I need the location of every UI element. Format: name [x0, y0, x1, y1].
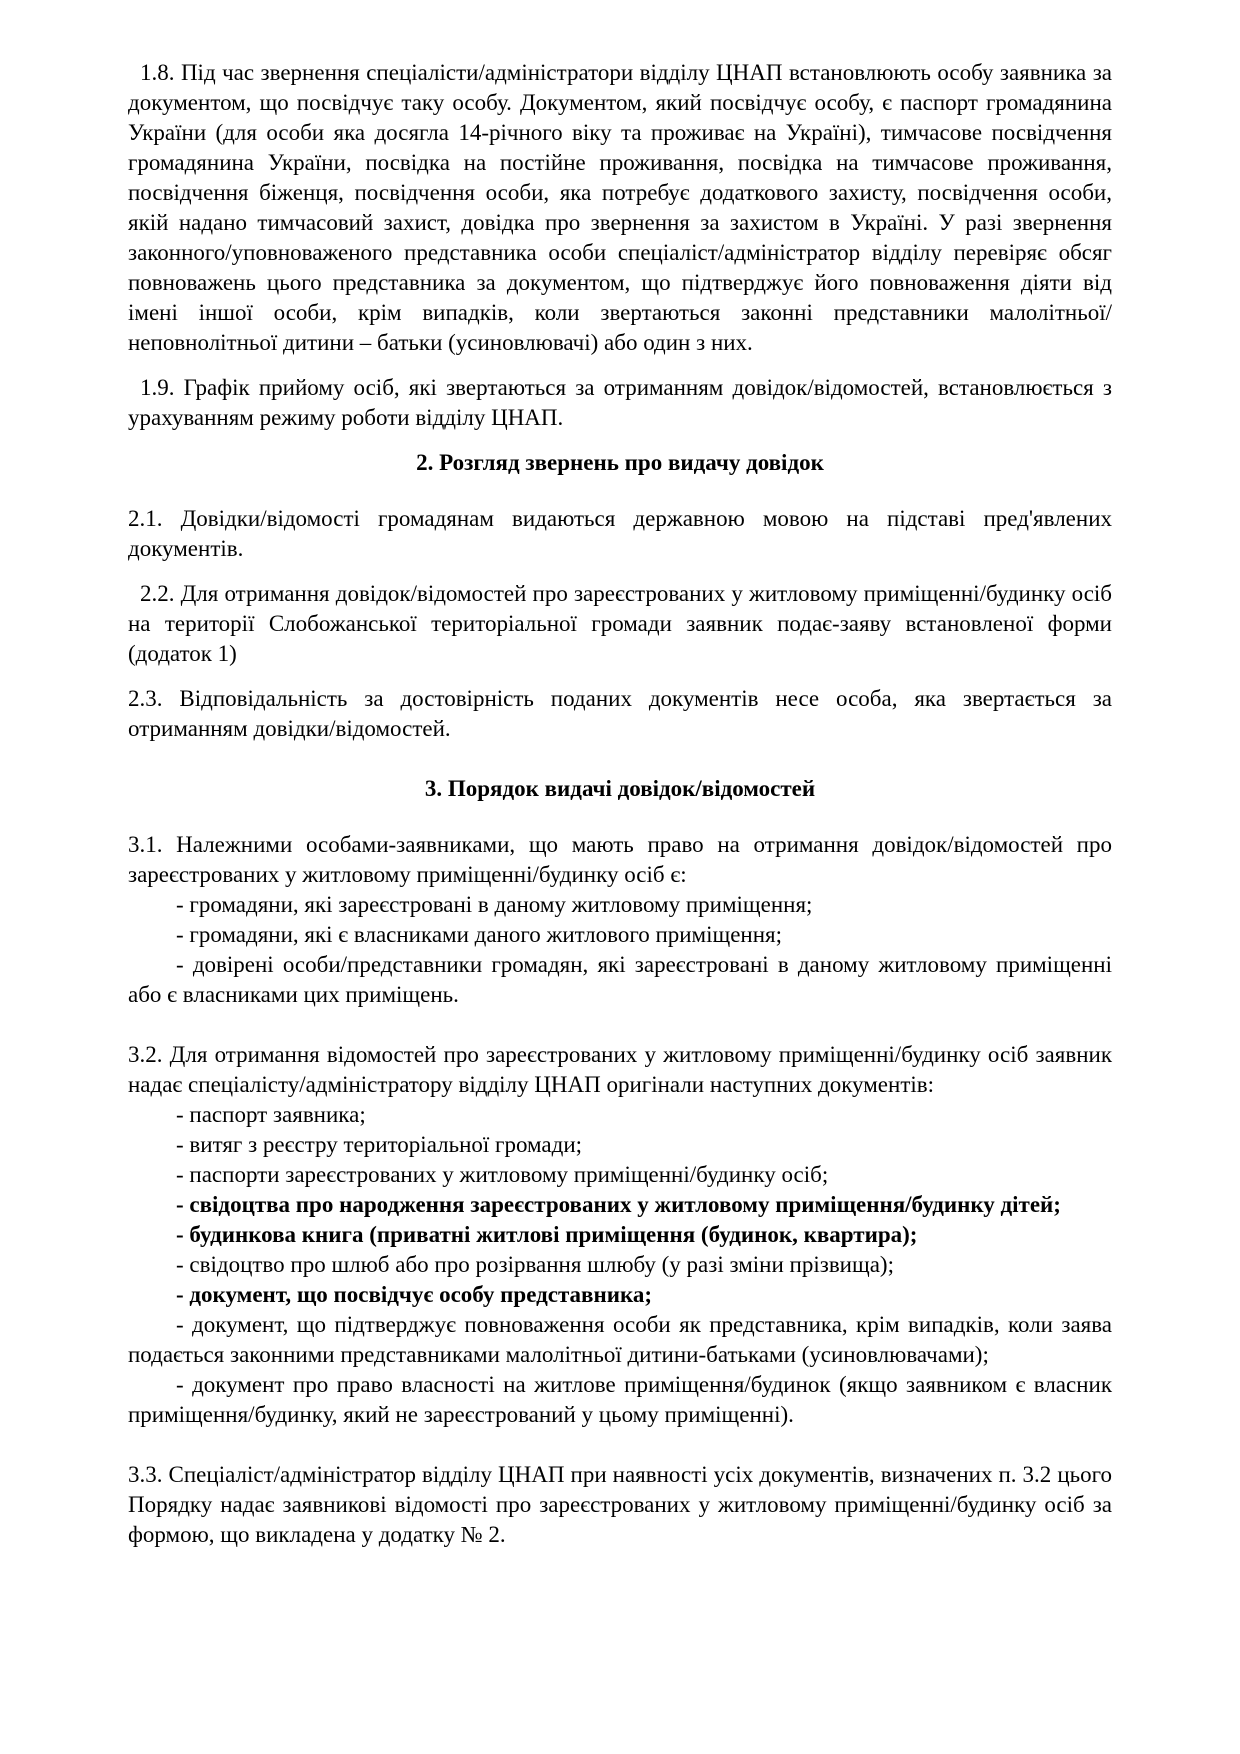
list-item: - громадяни, які є власниками даного житлового приміщення; — [176, 922, 783, 947]
paragraph-2-2: 2.2. Для отримання довідок/відомостей про зареєстрованих у житловому приміщенні/будинку осіб на території Слобожанської територіальної громади заявник подає-заяву встановленої форми (додаток 1) — [128, 581, 1112, 666]
list-item: - громадяни, які зареєстровані в даному житловому приміщення; — [176, 892, 813, 917]
paragraph-1-8: 1.8. Під час звернення спеціалісти/адміністратори відділу ЦНАП встановлюють особу заявника за документом, що посвідчує таку особу. Документом, який посвідчує особу, є паспорт громадянина України (для особи яка досягла 14-річного віку та проживає на Україні), тимчасове посвідчення громадянина України, посвідка на постійне проживання, посвідка на тимчасове проживання, посвідчення біженця, посвідчення особи, яка потребує додаткового захисту, посвідчення особи, якій надано тимчасовий захист, довідка про звернення за захистом в Україні. У разі звернення законного/уповноваженого представника особи спеціаліст/адміністратор відділу перевіряє обсяг повноважень цього представника за документом, що підтверджує його повноваження діяти від імені іншої особи, крім випадків, коли звертаються законні представники малолітньої/неповнолітньої дитини – батьки (усиновлювачі) або один з них. — [128, 60, 1112, 355]
list-item: - паспорт заявника; — [176, 1102, 366, 1127]
eligible-persons-list — [128, 890, 1112, 1010]
paragraph-2-1: 2.1. Довідки/відомості громадянам видаються державною мовою на підставі пред'явлених документів. — [128, 506, 1112, 561]
paragraph-2-3: 2.3. Відповідальність за достовірність поданих документів несе особа, яка звертається за отриманням довідки/відомостей. — [128, 686, 1112, 741]
list-item: - паспорти зареєстрованих у житловому приміщенні/будинку осіб; — [176, 1162, 829, 1187]
list-item: - будинкова книга (приватні житлові приміщення (будинок, квартира); — [176, 1222, 918, 1247]
list-item: - документ, що посвідчує особу представника; — [176, 1282, 653, 1307]
list-item: - документ про право власності на житлове приміщення/будинок (якщо заявником є власник приміщення/будинку, який не зареєстрований у цьому приміщенні). — [128, 1372, 1112, 1427]
paragraph-3-1: 3.1. Належними особами-заявниками, що мають право на отримання довідок/відомостей про зареєстрованих у житловому приміщенні/будинку осіб є: — [128, 832, 1112, 887]
paragraph-3-2: 3.2. Для отримання відомостей про зареєстрованих у житловому приміщенні/будинку осіб заявник надає спеціалісту/адміністратору відділу ЦНАП оригінали наступних документів: — [128, 1042, 1112, 1097]
section-heading-3: 3. Порядок видачі довідок/відомостей — [424, 776, 816, 801]
paragraph-3-3: 3.3. Спеціаліст/адміністратор відділу ЦНАП при наявності усіх документів, визначених п. 3.2 цього Порядку надає заявникові відомості про зареєстрованих у житловому приміщенні/будинку осіб за формою, що викладена у додатку № 2. — [128, 1462, 1112, 1547]
list-item: - витяг з реєстру територіальної громади; — [176, 1132, 583, 1157]
list-item: - свідоцтво про шлюб або про розірвання шлюбу (у разі зміни прізвища); — [176, 1252, 894, 1277]
list-item: - свідоцтва про народження зареєстрованих у житловому приміщення/будинку дітей; — [176, 1192, 1061, 1217]
section-heading-2: 2. Розгляд звернень про видачу довідок — [416, 450, 824, 475]
paragraph-1-9: 1.9. Графік прийому осіб, які звертаються за отриманням довідок/відомостей, встановлюється з урахуванням режиму роботи відділу ЦНАП. — [128, 375, 1112, 430]
list-item: - документ, що підтверджує повноваження особи як представника, крім випадків, коли заява подається законними представниками малолітньої дитини-батьками (усиновлювачами); — [128, 1312, 1112, 1367]
list-item: - довірені особи/представники громадян, які зареєстровані в даному житловому приміщенні або є власниками цих приміщень. — [128, 952, 1112, 1007]
required-documents-list — [128, 1100, 1112, 1430]
